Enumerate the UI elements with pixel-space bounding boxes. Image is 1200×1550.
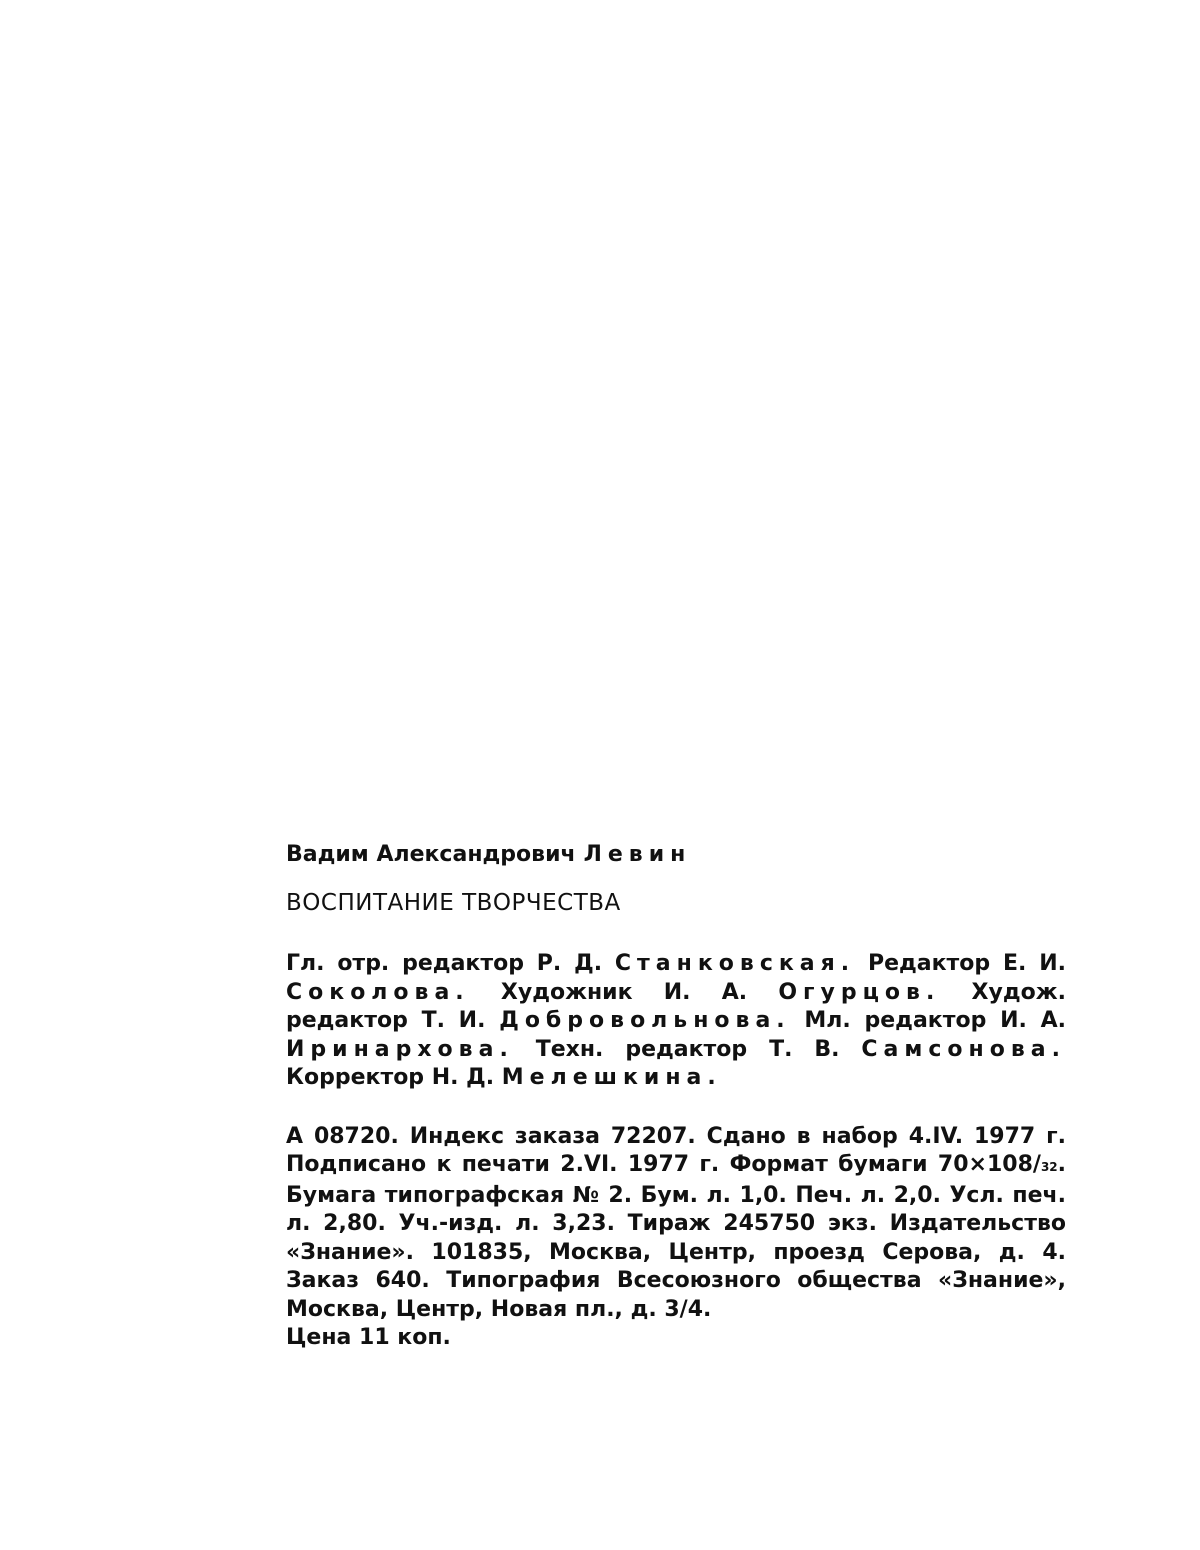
author-line [286, 840, 1066, 870]
credit-role: Техн. редактор Т. В. [535, 1036, 840, 1062]
author-first-name: Вадим Александрович [286, 842, 576, 867]
credit-name: Мелешкина. [501, 1065, 722, 1090]
credit-role: Художник И. А. [500, 979, 748, 1005]
format-fraction: 32 [1040, 1160, 1058, 1174]
publication-data [286, 1123, 1066, 1325]
credit-name: Добровольнова. [499, 1008, 791, 1033]
credit-name: Соколова. [286, 979, 470, 1005]
price-line: Цена 11 коп. [286, 1325, 451, 1350]
imprint-block [286, 840, 1066, 1353]
publication-text-1: А 08720. Индекс заказа 72207. Сдано в набор 4.IV. 1977 г. Подписано к печати 2.VI. 1977 г. Формат бумаги 70×108/ [286, 1123, 1066, 1177]
credit-name: Иринархова. [286, 1036, 514, 1062]
author-surname: Левин [583, 842, 692, 867]
credits-paragraph [286, 950, 1066, 1093]
credit-name: Огурцов. [778, 979, 941, 1005]
credit-role: Худож. редактор Т. И. [286, 979, 1066, 1033]
credit-role: Редактор Е. И. [867, 951, 1066, 976]
credit-role: Гл. отр. редактор Р. Д. [286, 951, 603, 976]
credit-name: Самсонова. [861, 1036, 1066, 1062]
credit-role: Мл. редактор И. А. [804, 1008, 1066, 1033]
credit-name: Станковская. [614, 951, 856, 976]
publication-text-2: . Бумага типографская № 2. Бум. л. 1,0. Печ. л. 2,0. Усл. печ. л. 2,80. Уч.-изд. л. 3,23. Тираж 245750 экз. Издательство «Знание». 101835, Москва, Центр, проезд Серова, д. 4. Заказ 640. Типография Всесоюзного общества «Знание», Москва, Центр, Новая пл., д. 3/4. [286, 1152, 1066, 1322]
book-title: ВОСПИТАНИЕ ТВОРЧЕСТВА [286, 890, 621, 916]
credit-role: Корректор Н. Д. [286, 1065, 495, 1090]
